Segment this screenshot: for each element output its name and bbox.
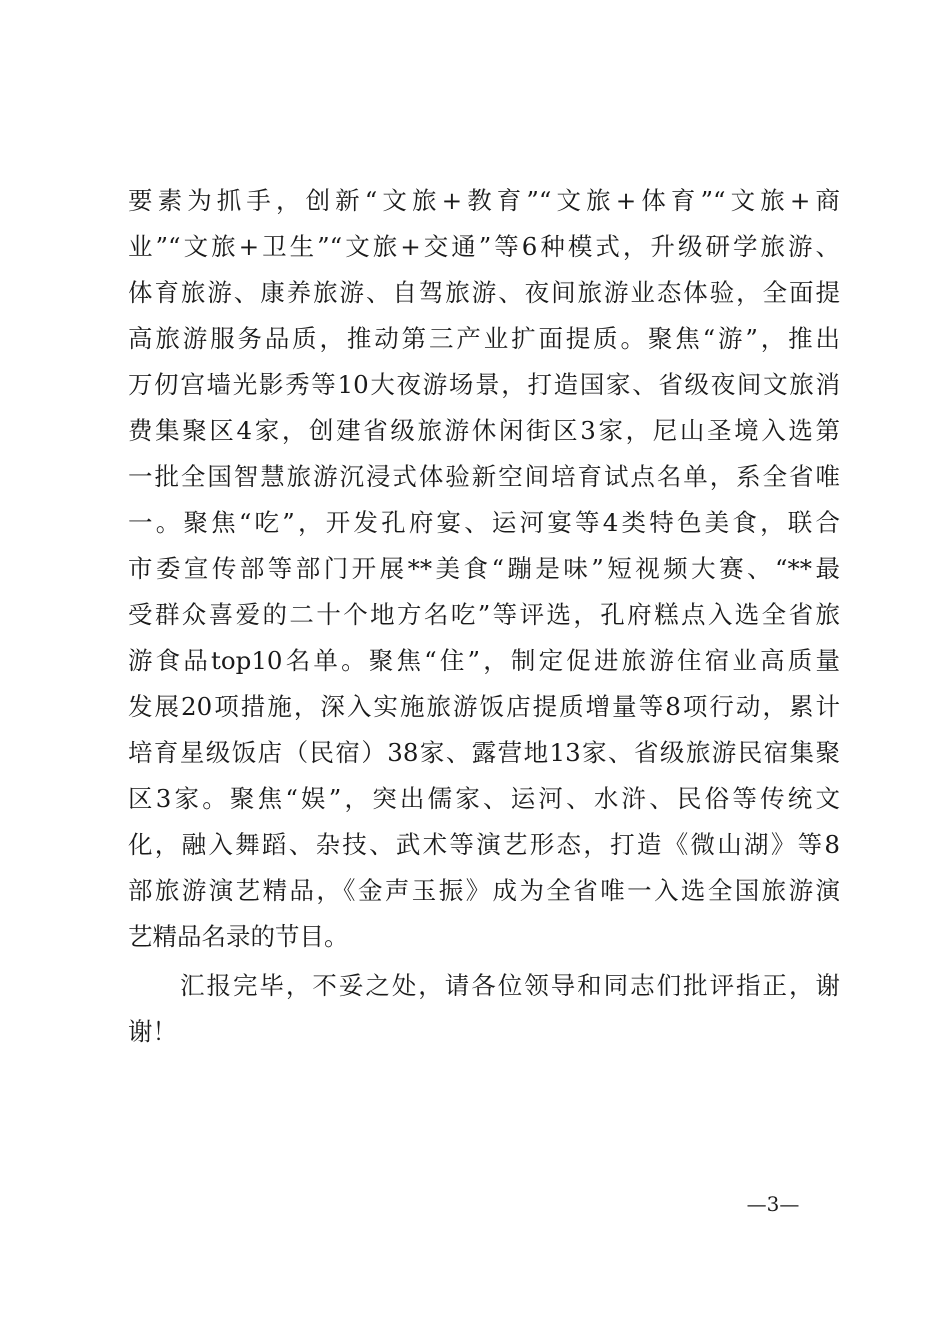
text-line: 高旅游服务品质，推动第三产业扩面提质。聚焦“游”，推出 [128,324,840,353]
text-line: 万仞宫墙光影秀等10大夜游场景，打造国家、省级夜间文旅消 [128,370,840,399]
text-line: 化，融入舞蹈、杂技、武术等演艺形态，打造《微山湖》等8 [128,830,840,859]
text-line: 游食品top10名单。聚焦“住”，制定促进旅游住宿业高质量 [128,646,840,675]
text-line: 区3家。聚焦“娱”，突出儒家、运河、水浒、民俗等传统文 [128,784,840,813]
text-line: 市委宣传部等部门开展**美食“蹦是味”短视频大赛、“**最 [128,554,840,583]
text-line: 体育旅游、康养旅游、自驾旅游、夜间旅游业态体验，全面提 [128,278,840,307]
text-line: 艺精品名录的节目。 [128,922,349,951]
text-line: 业”“文旅+卫生”“文旅+交通”等6种模式，升级研学旅游、 [128,232,840,261]
text-line: 汇报完毕，不妥之处，请各位领导和同志们批评指正，谢 [180,971,840,1000]
text-line: 受群众喜爱的二十个地方名吃”等评选，孔府糕点入选全省旅 [128,600,840,629]
text-line: 部旅游演艺精品，《金声玉振》成为全省唯一入选全国旅游演 [128,876,840,905]
text-line: 发展20项措施，深入实施旅游饭店提质增量等8项行动，累计 [128,692,840,721]
text-line: 培育星级饭店（民宿）38家、露营地13家、省级旅游民宿集聚 [128,738,840,767]
text-line: 要素为抓手，创新“文旅+教育”“文旅+体育”“文旅+商 [128,186,840,215]
text-line: 谢！ [128,1017,177,1046]
text-line: 一批全国智慧旅游沉浸式体验新空间培育试点名单，系全省唯 [128,462,840,491]
page-number: —3— [746,1192,800,1216]
text-line: 费集聚区4家，创建省级旅游休闲街区3家，尼山圣境入选第 [128,416,840,445]
text-line: 一。聚焦“吃”，开发孔府宴、运河宴等4类特色美食，联合 [128,508,840,537]
